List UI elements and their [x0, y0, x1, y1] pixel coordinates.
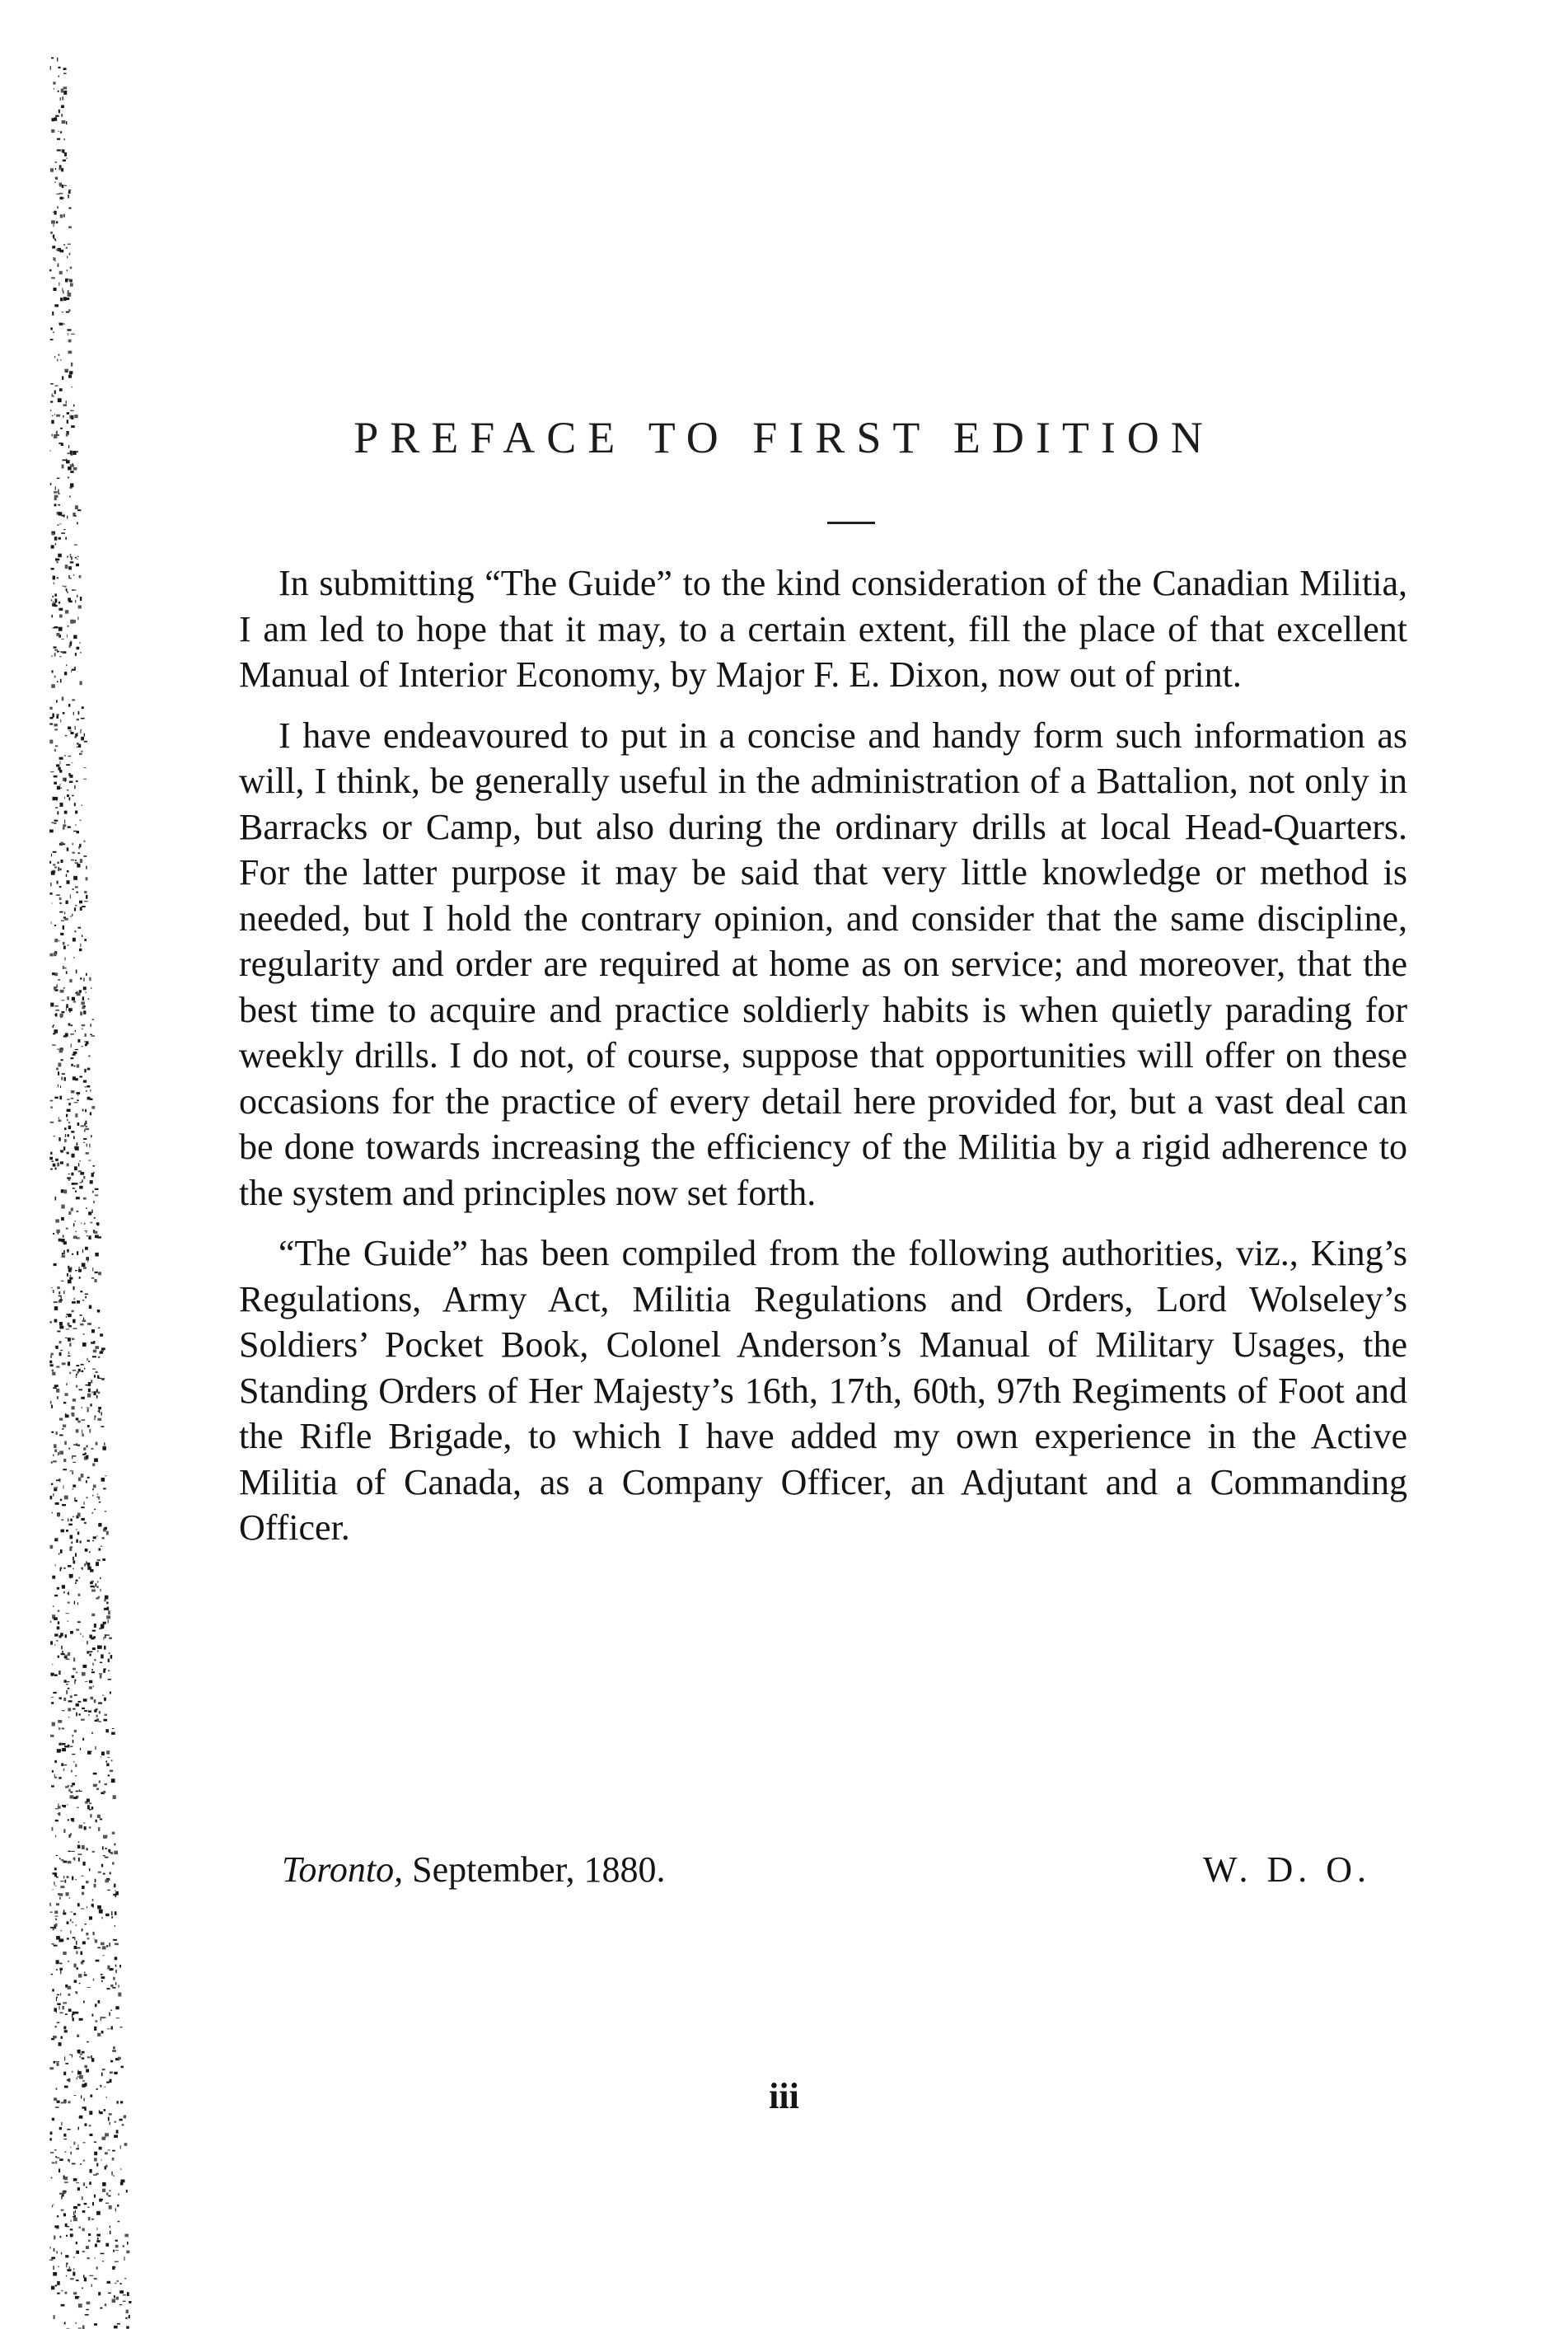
- paragraph-2: I have endeavoured to put in a concise and handy form such information as will, I think, be generally useful in the administration of a Battalion, not only in Barracks or Camp, but also during the ordinary drills at local Head-Quarters. For the latter purpose it may be said that very little knowledge or method is needed, but I hold the contrary opinion, and consider that the same discipline, regularity and order are required at home as on service; and moreover, that the best time to acquire and practice soldierly habits is when quietly parading for weekly drills. I do not, of course, suppose that opportunities will offer on these occasions for the practice of every detail here provided for, but a vast deal can be done towards increasing the efficiency of the Militia by a rigid adherence to the system and principles now set forth.: [239, 715, 1407, 1213]
- page-number: iii: [769, 2076, 799, 2116]
- signature-initials: W. D. O.: [1202, 1849, 1371, 1890]
- page-binding-edge: [41, 49, 148, 2329]
- signature-line: [282, 1849, 1371, 1898]
- paragraph-1: In submitting “The Guide” to the kind consideration of the Canadian Militia, I am led to hope that it may, to a certain extent, fill the place of that excellent Manual of Interior Economy, by Major F. E. Dixon, now out of print.: [239, 563, 1407, 695]
- preface-body: [239, 560, 1407, 1566]
- signature-place-date: [282, 1849, 666, 1891]
- signature-place: Toronto,: [282, 1849, 404, 1890]
- page-title: PREFACE TO FIRST EDITION: [353, 413, 1215, 462]
- signature-date: September, 1880.: [403, 1849, 666, 1890]
- paragraph-3: “The Guide” has been compiled from the following authorities, viz., King’s Regulations, Army Act, Militia Regulations and Orders, Lord Wolseley’s Soldiers’ Pocket Book, Colonel Anderson’s Manual of Military Usages, the Standing Orders of Her Majesty’s 16th, 17th, 60th, 97th Regiments of Foot and the Rifle Brigade, to which I have added my own experience in the Active Militia of Canada, as a Company Officer, an Adjutant and a Commanding Officer.: [239, 1233, 1407, 1548]
- title-rule-divider: [827, 522, 875, 524]
